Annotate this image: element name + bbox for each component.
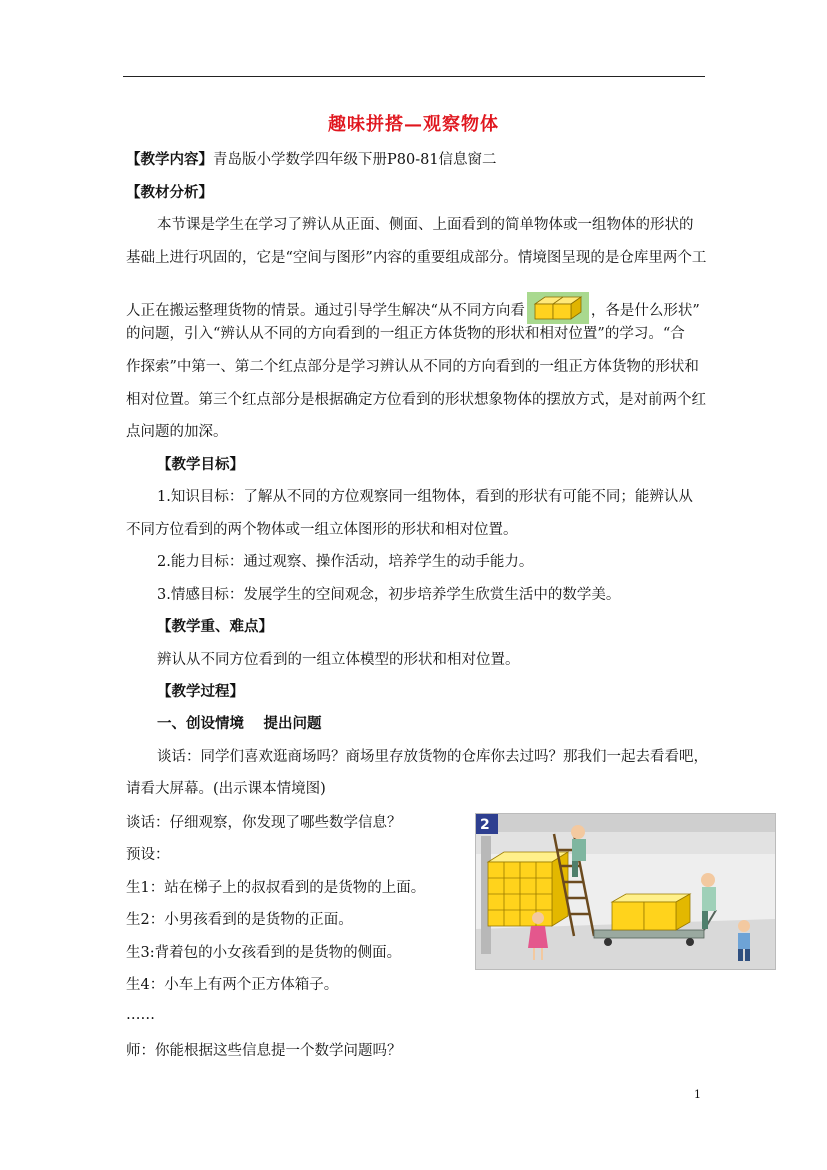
goal-1b: 不同方位看到的两个物体或一组立体图形的形状和相对位置。 bbox=[126, 522, 518, 538]
preset-label: 预设： bbox=[126, 847, 170, 863]
page-number: 1 bbox=[694, 1088, 701, 1101]
student-2: 生2：小男孩看到的是货物的正面。 bbox=[126, 912, 353, 928]
keypoint-text: 辨认从不同方位看到的一组立体模型的形状和相对位置。 bbox=[157, 652, 520, 668]
analysis-heading: 【教材分析】 bbox=[126, 184, 213, 201]
student-1: 生1：站在梯子上的叔叔看到的是货物的上面。 bbox=[126, 880, 426, 896]
analysis-line-5: 作探索”中第一、第二个红点部分是学习辨认从不同的方向看到的一组正方体货物的形状和 bbox=[126, 359, 699, 375]
student-3: 生3:背着包的小女孩看到的是货物的侧面。 bbox=[126, 945, 402, 961]
student-4: 生4：小车上有两个正方体箱子。 bbox=[126, 977, 339, 993]
section-1-heading: 一、创设情境 提出问题 bbox=[157, 715, 322, 732]
ellipsis: …… bbox=[126, 1007, 155, 1023]
analysis-line-4: 的问题，引入“辨认从不同的方向看到的一组正方体货物的形状和相对位置”的学习。“合 bbox=[126, 326, 685, 342]
goals-heading: 【教学目标】 bbox=[157, 456, 244, 473]
teacher-question: 师：你能根据这些信息提一个数学问题吗？ bbox=[126, 1043, 402, 1059]
goal-3: 3.情感目标：发展学生的空间观念，初步培养学生欣赏生活中的数学美。 bbox=[157, 587, 621, 603]
header-rule bbox=[123, 76, 705, 77]
page-title: 趣味拼搭—观察物体 bbox=[328, 114, 499, 135]
keypoint-heading: 【教学重、难点】 bbox=[157, 618, 273, 635]
talk-1b: 请看大屏幕。(出示课本情境图) bbox=[126, 781, 326, 797]
analysis-line-3a: 人正在搬运整理货物的情景。通过引导学生解决“从不同方向看 bbox=[126, 303, 525, 319]
scene-number: 2 bbox=[480, 817, 490, 833]
analysis-line-6: 相对位置。第三个红点部分是根据确定方位看到的形状想象物体的摆放方式，是对前两个红 bbox=[126, 392, 706, 408]
talk-2: 谈话：仔细观察，你发现了哪些数学信息？ bbox=[126, 815, 402, 831]
goal-2: 2.能力目标：通过观察、操作活动，培养学生的动手能力。 bbox=[157, 554, 534, 570]
talk-1a: 谈话：同学们喜欢逛商场吗？商场里存放货物的仓库你去过吗？那我们一起去看看吧， bbox=[157, 749, 708, 765]
goal-1a: 1.知识目标：了解从不同的方位观察同一组物体，看到的形状有可能不同；能辨认从 bbox=[157, 489, 693, 505]
analysis-line-2: 基础上进行巩固的，它是“空间与图形”内容的重要组成部分。情境图呈现的是仓库里两个工 bbox=[126, 250, 707, 266]
content-label: 【教学内容】 bbox=[126, 151, 213, 168]
analysis-line-3b: ，各是什么形状” bbox=[590, 303, 700, 319]
content-text: 青岛版小学数学四年级下册P80-81信息窗二 bbox=[213, 152, 497, 168]
process-heading: 【教学过程】 bbox=[157, 683, 244, 700]
content-line bbox=[126, 150, 497, 170]
analysis-line-1: 本节课是学生在学习了辨认从正面、侧面、上面看到的简单物体或一组物体的形状的 bbox=[157, 217, 694, 233]
warehouse-scene-image bbox=[475, 813, 776, 970]
analysis-line-7: 点问题的加深。 bbox=[126, 424, 228, 440]
